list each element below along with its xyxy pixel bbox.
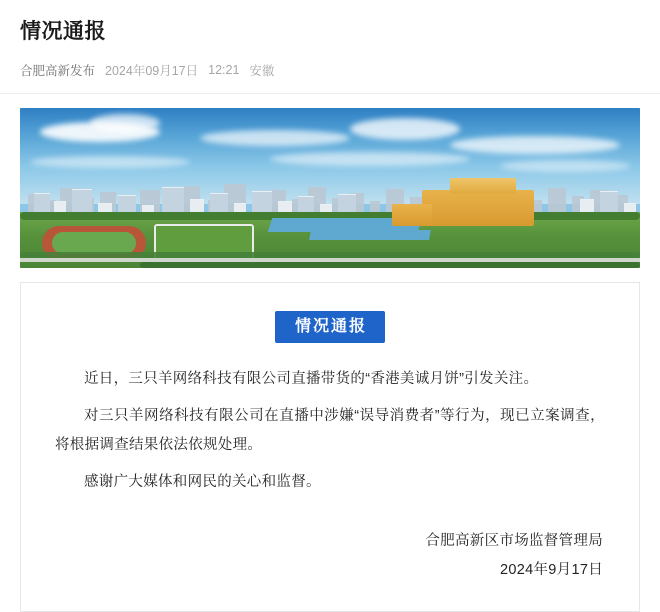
- notice-card-wrap: [0, 268, 660, 612]
- article-meta: [20, 61, 640, 93]
- meta-source[interactable]: 合肥高新发布: [20, 64, 96, 79]
- notice-paragraph: 对三只羊网络科技有限公司在直播中涉嫌“误导消费者”等行为，现已立案调查，将根据调查结果依法依规处理。: [55, 407, 605, 453]
- meta-location: 安徽: [249, 64, 275, 79]
- notice-paragraph: 近日，三只羊网络科技有限公司直播带货的“香港美诚月饼”引发关注。: [84, 370, 539, 387]
- page-title: 情况通报: [20, 20, 106, 43]
- hero-image: [20, 108, 640, 268]
- signature-issuer: 合肥高新区市场监督管理局: [425, 532, 603, 549]
- article-header: [0, 0, 660, 93]
- hero-image-wrap: [0, 94, 660, 268]
- hero-ground: [20, 212, 640, 268]
- status-badge: 情况通报: [275, 311, 385, 343]
- notice-badge-row: [55, 311, 605, 343]
- notice-signature-block: [55, 527, 605, 585]
- notice-card: [20, 282, 640, 612]
- signature-date: 2024年9月17日: [500, 561, 603, 578]
- notice-paragraph: 感谢广大媒体和网民的关心和监督。: [84, 473, 321, 490]
- meta-date: 2024年09月17日: [105, 64, 199, 79]
- meta-time: 12:21: [208, 63, 240, 78]
